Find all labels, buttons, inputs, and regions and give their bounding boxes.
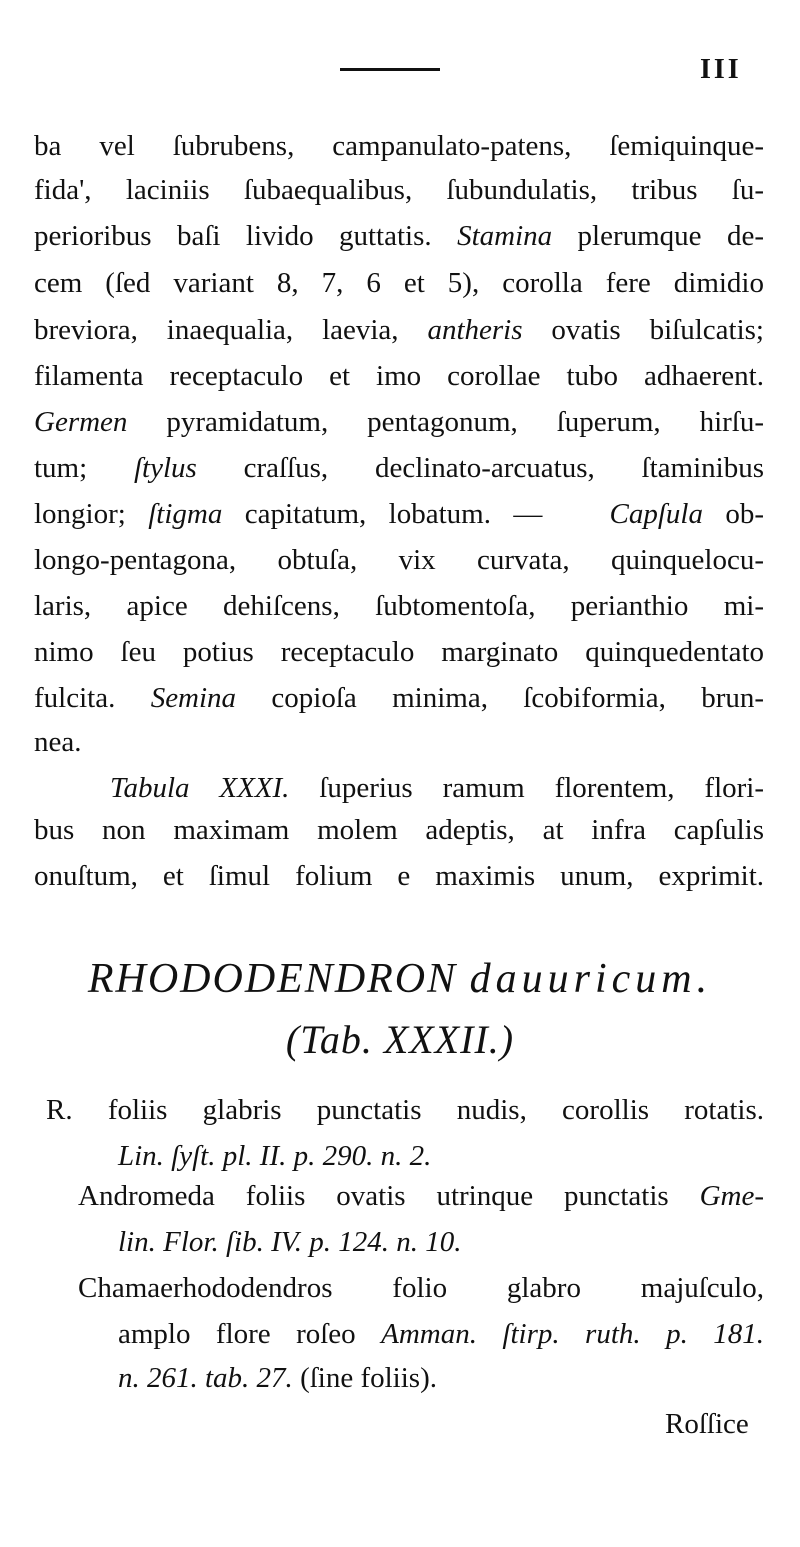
synonym-linnaeus: Lin. ſyſt. pl. II. p. 290. n. 2. — [118, 1140, 432, 1172]
genus-name: RHODODENDRON — [87, 956, 458, 1002]
plate-reference: (Tab. XXXII.) — [285, 1017, 515, 1062]
text-line: perioribus baſi livido guttatis. Stamina plerumque de- — [34, 220, 765, 252]
term-tabula: Tabula XXXI. — [110, 772, 290, 804]
synonym-gmelin-ref: lin. Flor. ſib. IV. p. 124. n. 10. — [118, 1226, 462, 1258]
text-line: onuſtum, et ſimul folium e maximis unum, exprimit. — [34, 860, 764, 892]
text-line: bus non maximam molem adeptis, at infra capſulis — [34, 814, 764, 846]
term-antheris: antheris — [427, 314, 523, 346]
term-stylus: ſtylus — [133, 452, 197, 484]
synonym-chamaerhododendros: Chamaerhododendros folio glabro majuſculo, — [78, 1272, 764, 1304]
header-rule — [340, 68, 440, 71]
text-line: nimo ſeu potius receptaculo marginato quinquedentato — [34, 636, 764, 668]
text-line: filamenta receptaculo et imo corollae tubo adhaerent. — [34, 360, 764, 392]
text-line: Tabula XXXI. ſuperius ramum florentem, flori- — [110, 772, 764, 804]
text-line: Germen pyramidatum, pentagonum, ſuperum, hirſu- — [34, 406, 764, 438]
diagnosis: R. foliis glabris punctatis nudis, corollis rotatis. — [46, 1094, 764, 1126]
text-line: breviora, inaequalia, laevia, antheris ovatis biſulcatis; — [34, 314, 764, 346]
text-line: ba vel ſubrubens, campanulato-patens, ſemiquinque- — [34, 130, 764, 162]
term-germen: Germen — [34, 406, 128, 438]
synonym-andromeda: Andromeda foliis ovatis utrinque punctatis Gme- — [78, 1180, 764, 1212]
text-line: fida', laciniis ſubaequalibus, ſubundulatis, tribus ſu- — [34, 174, 764, 206]
synonym-amman-ref: n. 261. tab. 27. (ſine foliis). — [118, 1362, 437, 1394]
species-heading — [0, 955, 800, 1003]
synonym-amman: amplo flore roſeo Amman. ſtirp. ruth. p. 181. — [118, 1318, 764, 1350]
text-line: laris, apice dehiſcens, ſubtomentoſa, perianthio mi- — [34, 590, 764, 622]
text-line: tum; ſtylus craſſus, declinato-arcuatus, ſtaminibus — [34, 452, 764, 484]
term-stamina: Stamina — [457, 220, 553, 252]
term-capsula: Capſula — [609, 498, 703, 530]
text-line: longior; ſtigma capitatum, lobatum. — Capſula ob- — [34, 498, 764, 530]
species-name: dauuricum. — [469, 956, 713, 1002]
term-stigma: ſtigma — [148, 498, 223, 530]
text-line: cem (ſed variant 8, 7, 6 et 5), corolla fere dimidio — [34, 267, 764, 299]
text-line: nea. — [34, 726, 82, 758]
text-line: longo-pentagona, obtuſa, vix curvata, quinquelocu- — [34, 544, 764, 576]
catchword: Roſſice — [665, 1408, 749, 1440]
term-semina: Semina — [150, 682, 237, 714]
text-line: fulcita. Semina copioſa minima, ſcobiformia, brun- — [34, 682, 765, 714]
page-number: III — [700, 54, 742, 85]
